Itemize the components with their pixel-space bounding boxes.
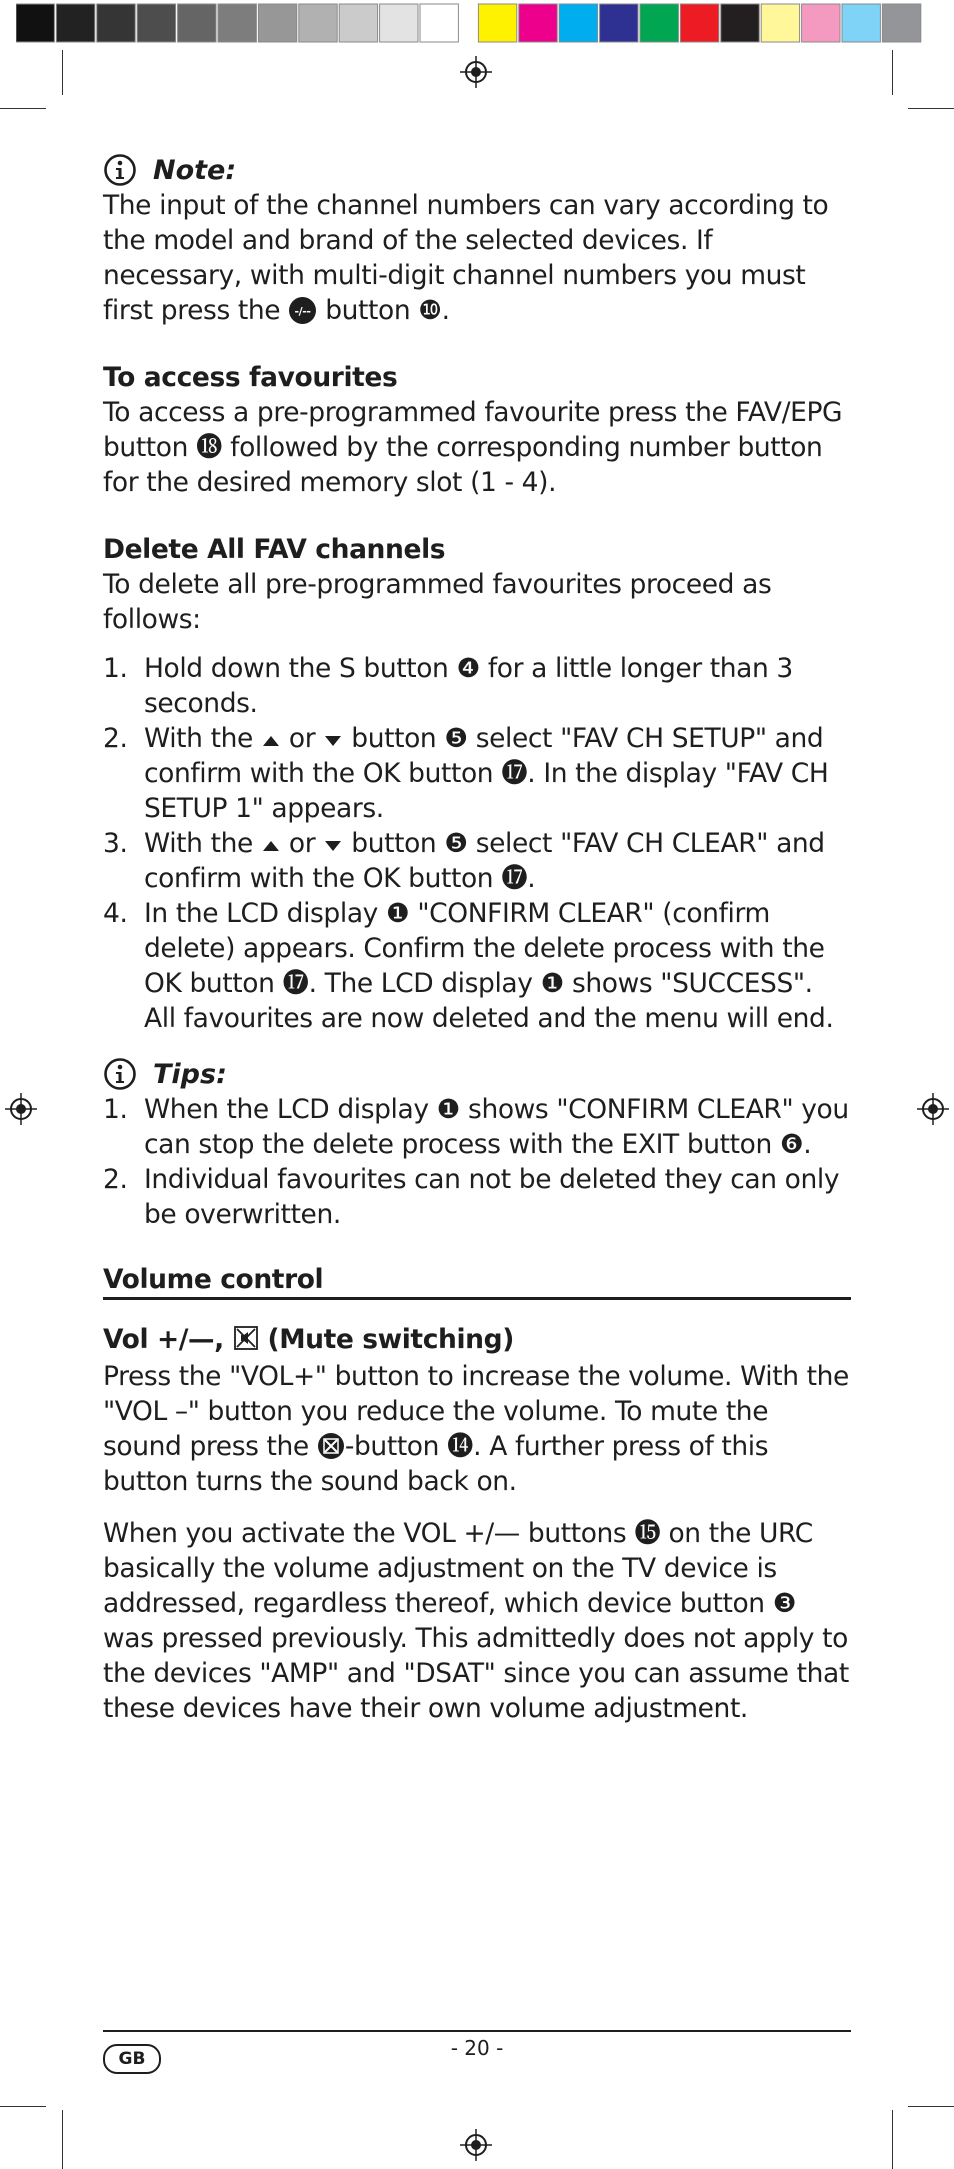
volume-paragraph-2: When you activate the VOL +/— buttons ⓯ on the URC basically the volume adjustment on the TV device is addressed, regardless thereof, which device button ❸ was pressed previously. This admittedly does not apply to the devices "AMP" and "DSAT" since you can assume that [103, 1518, 849, 1689]
info-icon [103, 1057, 137, 1091]
color-swatch [478, 4, 516, 42]
registration-mark [916, 1092, 950, 1126]
crop-mark [908, 2106, 954, 2107]
language-badge: GB [103, 2044, 161, 2074]
list-item: 3. With the or button ❺ select "FAV CH CLEAR" and confirm with the OK button ⓱. [103, 828, 825, 894]
color-swatch [299, 4, 337, 42]
registration-mark [459, 55, 493, 89]
ref-number: ❹ [456, 653, 480, 684]
tips-heading [103, 1056, 851, 1092]
crop-mark [908, 108, 954, 109]
ref-number: ❻ [779, 1129, 804, 1160]
list-item: 4. In the LCD display ❶ "CONFIRM CLEAR" (confirm delete) appears. Confirm the delete process with the OK button ⓱. The LCD display ❶ shows "SUCCESS". All favourites are now deleted and the menu will end. [103, 898, 834, 1034]
crop-mark [892, 50, 893, 95]
crop-mark [62, 50, 63, 95]
color-swatch [680, 4, 718, 42]
color-swatch [559, 4, 597, 42]
color-swatch [137, 4, 175, 42]
color-swatch [97, 4, 135, 42]
tips-list [103, 1092, 851, 1232]
color-swatch [380, 4, 418, 42]
page-footer [103, 2030, 851, 2069]
arrow-up-icon [261, 840, 281, 852]
crop-mark [0, 108, 46, 109]
access-favourites-heading: To access favourites [103, 362, 398, 393]
ref-number: ⓲ [196, 432, 223, 463]
color-swatch [56, 4, 94, 42]
info-icon [103, 153, 137, 187]
access-favourites-text: To access a pre-programmed favourite press the FAV/EPG button ⓲ followed by the corresponding number button for the desired memory slot (1 - 4). [103, 397, 843, 498]
color-swatch [258, 4, 296, 42]
color-swatch [842, 4, 880, 42]
mute-button-icon [317, 1432, 345, 1460]
registration-mark [459, 2128, 493, 2162]
volume-paragraph-2-end: these devices have their own volume adjustment. [103, 1693, 748, 1724]
arrow-up-icon [261, 735, 281, 747]
ref-number: ⓱ [282, 968, 309, 999]
tips-label: Tips: [153, 1058, 227, 1090]
ref-number: ❸ [772, 1588, 797, 1619]
crop-mark [62, 2110, 63, 2169]
color-calibration-bar [16, 2, 938, 44]
page-number: - 20 - [450, 2036, 504, 2060]
crop-mark [892, 2110, 893, 2169]
arrow-down-icon [323, 840, 343, 852]
ref-number: ⓮ [447, 1431, 474, 1462]
delete-fav-intro: To delete all pre-programmed favourites proceed as follows: [103, 569, 772, 635]
list-item: 1. Hold down the S button ❹ for a little longer than 3 seconds. [103, 653, 793, 719]
ref-number: ❶ [385, 898, 410, 929]
color-swatch [16, 4, 54, 42]
color-swatch [519, 4, 557, 42]
color-swatch [218, 4, 256, 42]
page-content [103, 152, 851, 1726]
list-item: 2. Individual favourites can not be deleted they can only be overwritten. [103, 1164, 840, 1230]
crop-mark [0, 2106, 46, 2107]
ref-number: ❶ [436, 1094, 461, 1125]
dash-button-icon [288, 296, 317, 325]
color-swatch [339, 4, 377, 42]
ref-number: ❶ [540, 968, 564, 999]
color-swatch [721, 4, 759, 42]
ref-number: ⓱ [501, 758, 528, 789]
color-swatch [761, 4, 799, 42]
color-swatch [178, 4, 216, 42]
color-swatch [600, 4, 638, 42]
volume-paragraph-1: Press the "VOL+" button to increase the volume. With the "VOL –" button you reduce the volume. To mute the sound press the -button ⓮. A further press of this button turns the sound back on. [103, 1361, 849, 1497]
section-title: Volume control [103, 1264, 324, 1295]
note-text: The input of the channel numbers can vary according to the model and brand of the selected devices. If necessary, with multi-digit channel numbers you must first press the -/-- button ❿. [103, 190, 829, 326]
note-label: Note: [153, 154, 237, 186]
color-swatch [640, 4, 678, 42]
subsection-title: Vol +/—, (Mute switching) [103, 1324, 514, 1355]
color-swatch [802, 4, 840, 42]
ref-number: ⓱ [501, 863, 528, 894]
ref-number: ❿ [418, 295, 442, 326]
registration-mark [4, 1092, 38, 1126]
ref-number: ⓯ [634, 1518, 661, 1549]
delete-fav-heading: Delete All FAV channels [103, 534, 446, 565]
color-swatch [420, 4, 458, 42]
ref-number: ❺ [444, 723, 468, 754]
arrow-down-icon [323, 735, 343, 747]
svg-text:-/--: -/-- [294, 305, 311, 318]
ref-number: ❺ [444, 828, 468, 859]
delete-steps-list [103, 651, 851, 1036]
list-item: 2. With the or button ❺ select "FAV CH SETUP" and confirm with the OK button ⓱. In the display "FAV CH SETUP 1" appears. [103, 723, 829, 824]
color-swatch [882, 4, 920, 42]
mute-icon [233, 1325, 259, 1351]
list-item: 1. When the LCD display ❶ shows "CONFIRM CLEAR" you can stop the delete process with the EXIT button ❻. [103, 1094, 849, 1160]
note-heading [103, 152, 851, 188]
